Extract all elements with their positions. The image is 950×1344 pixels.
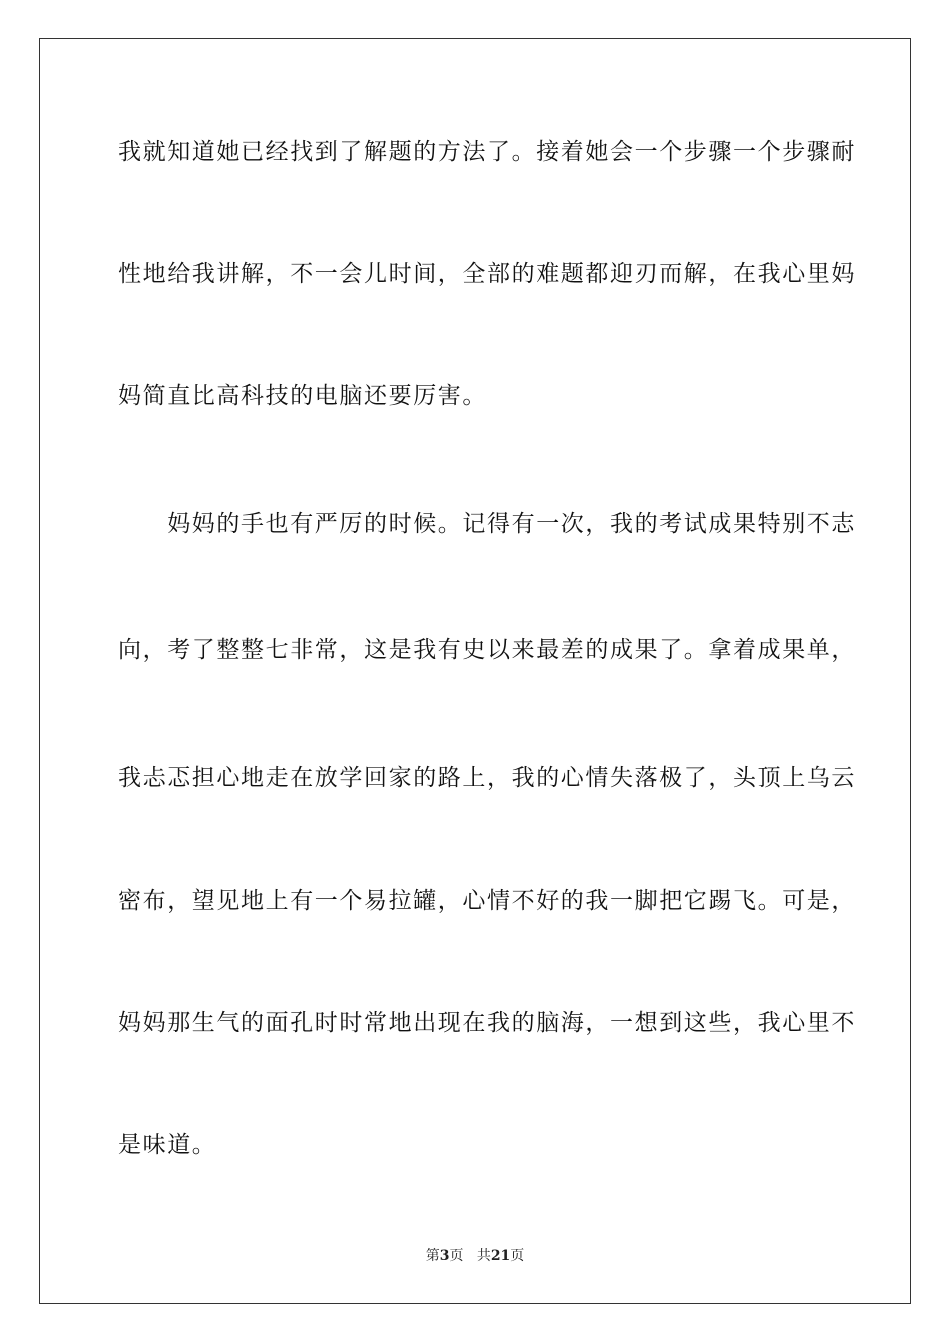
body-text-line: 妈妈的手也有严厉的时候。记得有一次，我的考试成果特别不志 xyxy=(118,511,856,537)
body-text-line: 妈妈那生气的面孔时时常地出现在我的脑海，一想到这些，我心里不 xyxy=(118,1010,856,1036)
page-label-prefix: 第 xyxy=(425,1248,440,1264)
page-label-suffix: 页 xyxy=(449,1248,464,1264)
total-label-prefix: 共 xyxy=(476,1248,491,1264)
body-text-line: 我就知道她已经找到了解题的方法了。接着她会一个步骤一个步骤耐 xyxy=(118,139,856,165)
body-text-line: 是味道。 xyxy=(118,1132,217,1158)
page-number: 3 xyxy=(439,1248,450,1264)
total-label-suffix: 页 xyxy=(510,1248,525,1264)
body-text-line: 性地给我讲解，不一会儿时间，全部的难题都迎刃而解，在我心里妈 xyxy=(118,261,856,287)
page-border xyxy=(39,38,911,1304)
body-text-line: 向，考了整整七非常，这是我有史以来最差的成果了。拿着成果单， xyxy=(118,637,856,663)
body-text-line: 我忐忑担心地走在放学回家的路上，我的心情失落极了，头顶上乌云 xyxy=(118,765,856,791)
body-text-line: 密布，望见地上有一个易拉罐，心情不好的我一脚把它踢飞。可是， xyxy=(118,888,856,914)
page-footer xyxy=(0,1247,950,1265)
total-pages: 21 xyxy=(490,1248,511,1264)
body-text-line: 妈简直比高科技的电脑还要厉害。 xyxy=(118,383,487,409)
